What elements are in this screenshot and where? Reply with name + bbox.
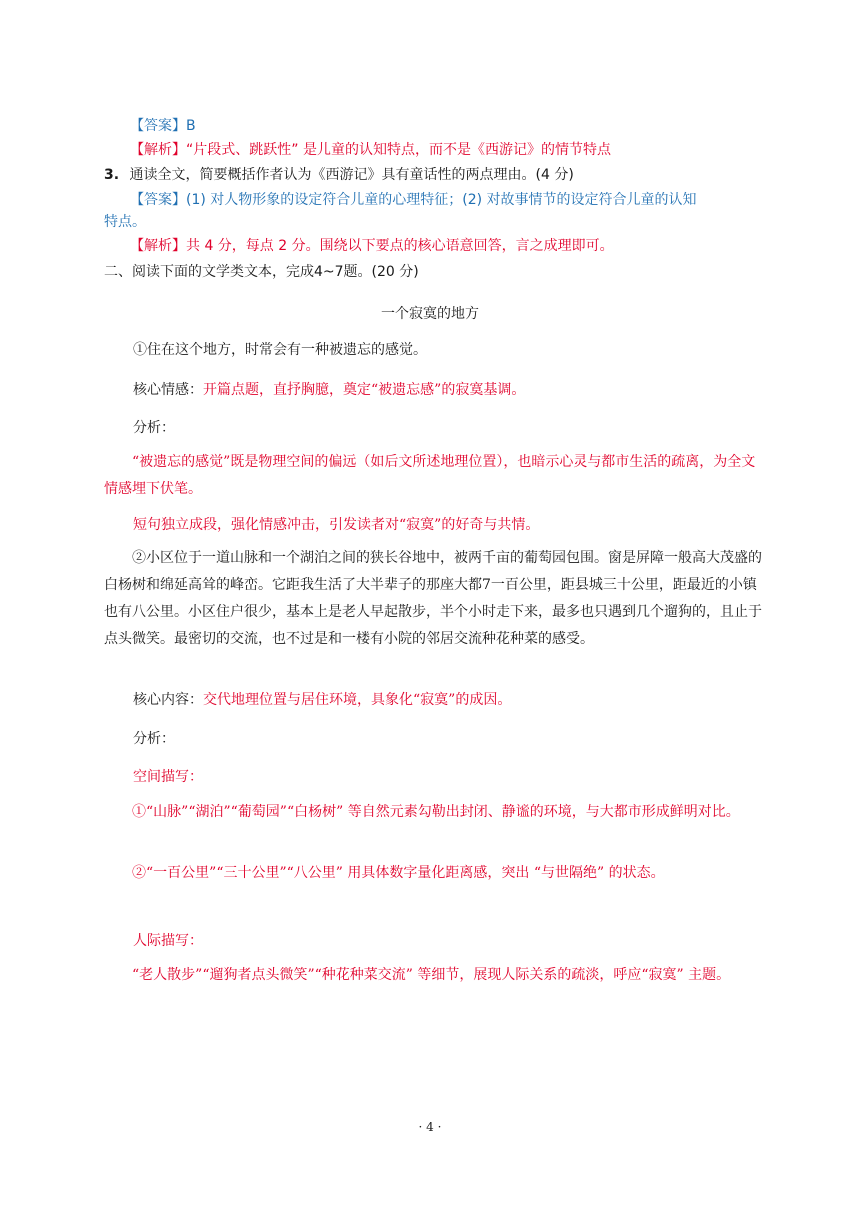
section-heading: 二、阅读下面的文学类文本，完成4~7题。(20 分) (104, 264, 419, 280)
page-number: · 4 · (418, 1120, 442, 1134)
q3-answer-line-1 (130, 190, 697, 210)
answer-tag: 【答案】 (130, 192, 186, 208)
analysis-point-2: 短句独立成段，强化情感冲击，引发读者对“寂寞”的好奇与共情。 (133, 517, 540, 533)
paragraph-1: ①住在这个地方，时常会有一种被遗忘的感觉。 (133, 342, 427, 358)
analysis-point-1: “被遗忘的感觉”既是物理空间的偏远（如后文所述地理位置），也暗示心灵与都市生活的疏离，为全文情感埋下伏笔。 (104, 454, 756, 497)
space-point-2: ②“一百公里”“三十公里”“八公里” 用具体数字量化距离感，突出 “与世隔绝” 的状态。 (132, 865, 665, 881)
core-emotion (133, 380, 525, 400)
analysis-label: 分析： (133, 420, 175, 436)
analysis-tag: 【解析】 (130, 142, 186, 158)
analysis-label-2: 分析： (133, 731, 175, 747)
analysis-text: 共 4 分，每点 2 分。围绕以下要点的核心语意回答，言之成理即可。 (186, 238, 614, 254)
core-content (133, 690, 511, 710)
analysis-line (130, 140, 611, 160)
core-content-text: 交代地理位置与居住环境，具象化“寂寞”的成因。 (203, 692, 512, 708)
article-title: 一个寂寞的地方 (381, 306, 479, 322)
people-description-label: 人际描写： (133, 933, 203, 949)
answer-value: B (186, 118, 196, 134)
paragraph-2: ②小区位于一道山脉和一个湖泊之间的狭长谷地中，被两千亩的葡萄园包围。窗是屏障一般高大茂盛的白杨树和绵延高耸的峰峦。它距我生活了大半辈子的那座大都7一百公里，距县城三十公里，距最近的小镇也有八公里。小区住户很少，基本上是老人早起散步，半个小时走下来，最多也只遇到几个遛狗的，且止于点头微笑。最密切的交流，也不过是和一楼有小院的邻居交流种花种菜的感受。 (104, 550, 762, 647)
answer-line (130, 116, 196, 136)
core-emotion-text: 开篇点题，直抒胸臆，奠定“被遗忘感”的寂寞基调。 (203, 382, 526, 398)
people-point: “老人散步”“遛狗者点头微笑”“种花种菜交流” 等细节，展现人际关系的疏淡，呼应“寂寞” 主题。 (132, 967, 731, 983)
space-point-1: ①“山脉”“湖泊”“葡萄园”“白杨树” 等自然元素勾勒出封闭、静谧的环境，与大都市形成鲜明对比。 (132, 804, 740, 820)
q3-analysis-line (130, 236, 614, 256)
q3-answer-line-2: 特点。 (104, 214, 146, 230)
analysis-text: “片段式、跳跃性” 是儿童的认知特点，而不是《西游记》的情节特点 (186, 142, 611, 158)
question-number: 3. (104, 167, 120, 183)
core-emotion-label: 核心情感： (133, 382, 203, 398)
analysis-tag: 【解析】 (130, 238, 186, 254)
answer-tag: 【答案】 (130, 118, 186, 134)
question-3 (104, 165, 574, 185)
answer-text-1: (1) 对人物形象的设定符合儿童的心理特征；(2) 对故事情节的设定符合儿童的认知 (186, 192, 697, 208)
core-content-label: 核心内容： (133, 692, 203, 708)
question-stem: 通读全文，简要概括作者认为《西游记》具有童话性的两点理由。(4 分) (129, 167, 574, 183)
space-description-label: 空间描写： (133, 769, 203, 785)
